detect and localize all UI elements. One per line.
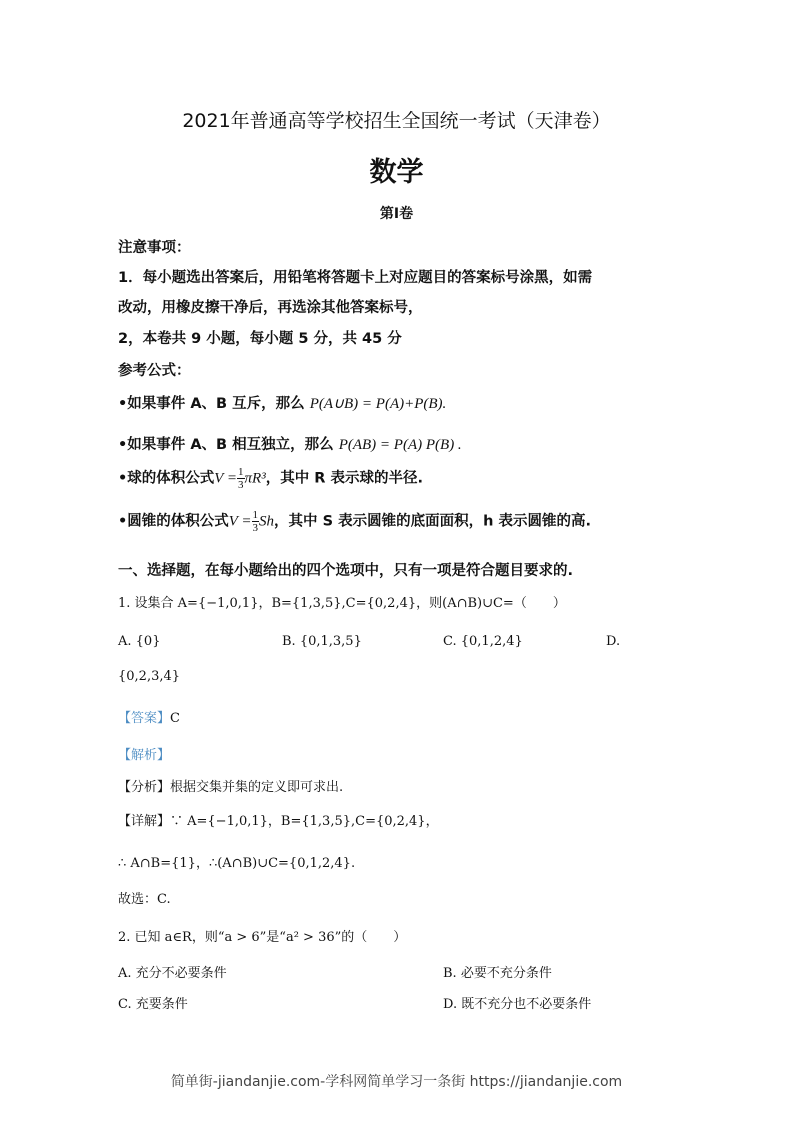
q1-fenxi: 【分析】根据交集并集的定义即可求出. bbox=[118, 780, 344, 795]
q1-option-b: B. {0,1,3,5} bbox=[282, 634, 362, 649]
denominator: 3 bbox=[238, 479, 244, 491]
q1-answer bbox=[118, 707, 180, 726]
formula-2-math: P(AB) = P(A) P(B) . bbox=[338, 437, 462, 453]
section-heading: 一、选择题，在每小题给出的四个选项中，只有一项是符合题目要求的. bbox=[118, 563, 574, 579]
numerator: 1 bbox=[252, 509, 259, 521]
formula-3-text: •球的体积公式 bbox=[118, 470, 215, 487]
q1-option-d: D. bbox=[606, 634, 621, 649]
formula-4-lhs: V = bbox=[228, 513, 252, 530]
analysis-label: 【解析】 bbox=[118, 748, 171, 763]
fraction bbox=[252, 509, 260, 534]
numerator: 1 bbox=[238, 466, 244, 478]
formula-1 bbox=[118, 392, 446, 413]
q2-option-b: B. 必要不充分条件 bbox=[443, 966, 552, 981]
q1-step: ∴ A∩B={1}，∴(A∩B)∪C={0,1,2,4}. bbox=[118, 856, 356, 871]
formula-3 bbox=[118, 466, 423, 491]
formula-3-tail: ，其中 R 表示球的半径. bbox=[265, 470, 424, 487]
q1-conclusion: 故选：C. bbox=[118, 892, 171, 907]
q1-option-c: C. {0,1,2,4} bbox=[443, 634, 523, 649]
formula-4-text: •圆锥的体积公式 bbox=[118, 513, 229, 530]
q1-stem: 1. 设集合 A={−1,0,1}，B={1,3,5},C={0,2,4}，则(A∩B)∪C=（ ） bbox=[118, 596, 566, 611]
exam-title: 2021年普通高等学校招生全国统一考试（天津卷） bbox=[182, 110, 611, 132]
q2-stem: 2. 已知 a∈R，则“a > 6”是“a² > 36”的（ ） bbox=[118, 930, 407, 945]
answer-value: C bbox=[170, 711, 180, 726]
formula-1-math: P(A∪B) = P(A)+P(B). bbox=[309, 396, 447, 412]
formula-4-rhs: Sh bbox=[259, 513, 275, 530]
notice-1a: 1．每小题选出答案后，用铅笔将答题卡上对应题目的答案标号涂黑，如需 bbox=[118, 270, 593, 286]
formula-4 bbox=[118, 509, 591, 534]
q2-option-c: C. 充要条件 bbox=[118, 997, 188, 1012]
formula-4-tail: ，其中 S 表示圆锥的底面面积，h 表示圆锥的高. bbox=[274, 513, 591, 530]
footer-watermark: 简单街-jiandanjie.com-学科网简单学习一条街 https://jiandanjie.com bbox=[170, 1074, 623, 1090]
notice-2: 2，本卷共 9 小题，每小题 5 分，共 45 分 bbox=[118, 331, 402, 347]
volume-label: 第I卷 bbox=[379, 206, 414, 222]
formula-heading: 参考公式： bbox=[118, 363, 191, 379]
subject-title: 数学 bbox=[369, 157, 424, 188]
answer-label: 【答案】 bbox=[118, 711, 171, 726]
formula-2-text: •如果事件 A、B 相互独立，那么 bbox=[118, 437, 334, 453]
notice-1b: 改动，用橡皮擦干净后，再选涂其他答案标号， bbox=[118, 300, 423, 316]
q1-option-d-value: {0,2,3,4} bbox=[118, 669, 181, 684]
q1-option-a: A. {0} bbox=[118, 634, 161, 649]
formula-3-lhs: V = bbox=[214, 470, 238, 487]
formula-2 bbox=[118, 433, 462, 454]
q1-xiangjie: 【详解】∵ A={−1,0,1}，B={1,3,5},C={0,2,4}， bbox=[118, 814, 439, 829]
denominator: 3 bbox=[252, 522, 259, 534]
formula-1-text: •如果事件 A、B 互斥，那么 bbox=[118, 396, 305, 412]
formula-3-rhs: πR³ bbox=[244, 470, 266, 487]
q2-option-d: D. 既不充分也不必要条件 bbox=[443, 997, 592, 1012]
fraction bbox=[237, 466, 245, 491]
q2-option-a: A. 充分不必要条件 bbox=[118, 966, 227, 981]
notice-heading: 注意事项： bbox=[118, 240, 191, 256]
